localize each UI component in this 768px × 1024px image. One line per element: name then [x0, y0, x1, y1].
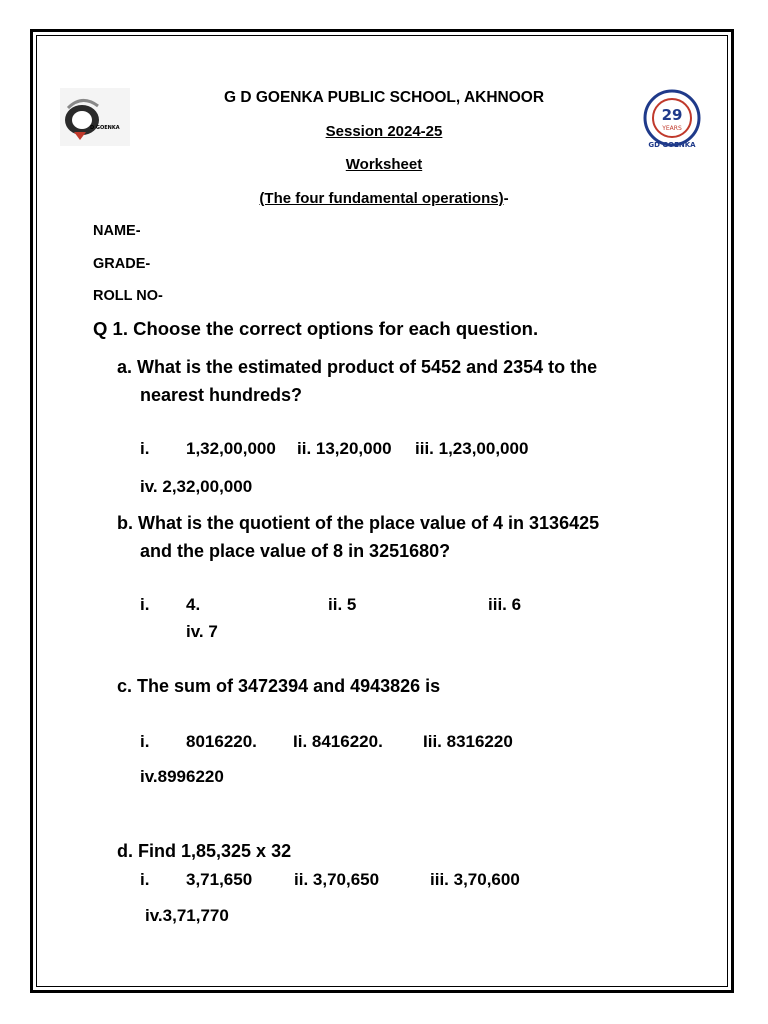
session-text: Session 2024-25: [325, 123, 443, 140]
logo-right-years: YEARS: [662, 125, 682, 132]
question-c-option-iv: iv.8996220: [140, 767, 224, 786]
question-a-option-iv: iv. 2,32,00,000: [140, 477, 253, 496]
question-b-line1: b. What is the quotient of the place value of 4 in 3136425: [117, 513, 600, 533]
question-c-line1: c. The sum of 3472394 and 4943826 is: [117, 676, 441, 696]
school-name: G D GOENKA PUBLIC SCHOOL, AKHNOOR: [223, 89, 545, 106]
session-label: [0, 123, 768, 140]
question-d-line1: d. Find 1,85,325 x 32: [117, 841, 292, 861]
worksheet-text: Worksheet: [345, 156, 423, 173]
topic-suffix: -: [503, 190, 509, 207]
question-b-option-i: 4.: [186, 595, 201, 614]
question-b-option-ii: ii. 5: [328, 595, 357, 614]
question-c-option-iii: Iii. 8316220: [423, 732, 513, 751]
question-d-option-iv: iv.3,71,770: [145, 906, 229, 925]
question-a-line1: a. What is the estimated product of 5452 and 2354 to the: [117, 357, 598, 377]
question-c-option-ii: Ii. 8416220.: [293, 732, 383, 751]
question-heading: Q 1. Choose the correct options for each question.: [93, 318, 539, 339]
logo-right-bottom: GD GOENKA: [648, 141, 696, 149]
question-b-option-iv: iv. 7: [186, 622, 218, 641]
question-a-option-i: 1,32,00,000: [186, 439, 276, 458]
topic-title: [0, 190, 768, 207]
question-c-option-i: 8016220.: [186, 732, 257, 751]
question-d-option-ii: ii. 3,70,650: [294, 870, 380, 889]
question-b-option-i-number: i.: [140, 595, 150, 614]
topic-text: (The four fundamental operations): [259, 190, 504, 207]
logo-right-number: 29: [661, 106, 683, 124]
question-b-option-iii: iii. 6: [488, 595, 522, 614]
name-field-label: NAME-: [93, 223, 141, 239]
question-a-line2: nearest hundreds?: [140, 385, 303, 405]
grade-field-label: GRADE-: [93, 256, 151, 272]
question-a-option-i-number: i.: [140, 439, 150, 458]
question-a-option-iii: iii. 1,23,00,000: [415, 439, 529, 458]
worksheet-title: [0, 156, 768, 173]
question-d-option-i-number: i.: [140, 870, 150, 889]
logo-left-text: D GOENKA: [90, 125, 120, 131]
question-b-line2: and the place value of 8 in 3251680?: [140, 541, 451, 561]
question-c-option-i-number: i.: [140, 732, 150, 751]
roll-field-label: ROLL NO-: [93, 288, 163, 304]
question-a-option-ii: ii. 13,20,000: [297, 439, 392, 458]
question-d-option-i: 3,71,650: [186, 870, 253, 889]
question-d-option-iii: iii. 3,70,600: [430, 870, 520, 889]
